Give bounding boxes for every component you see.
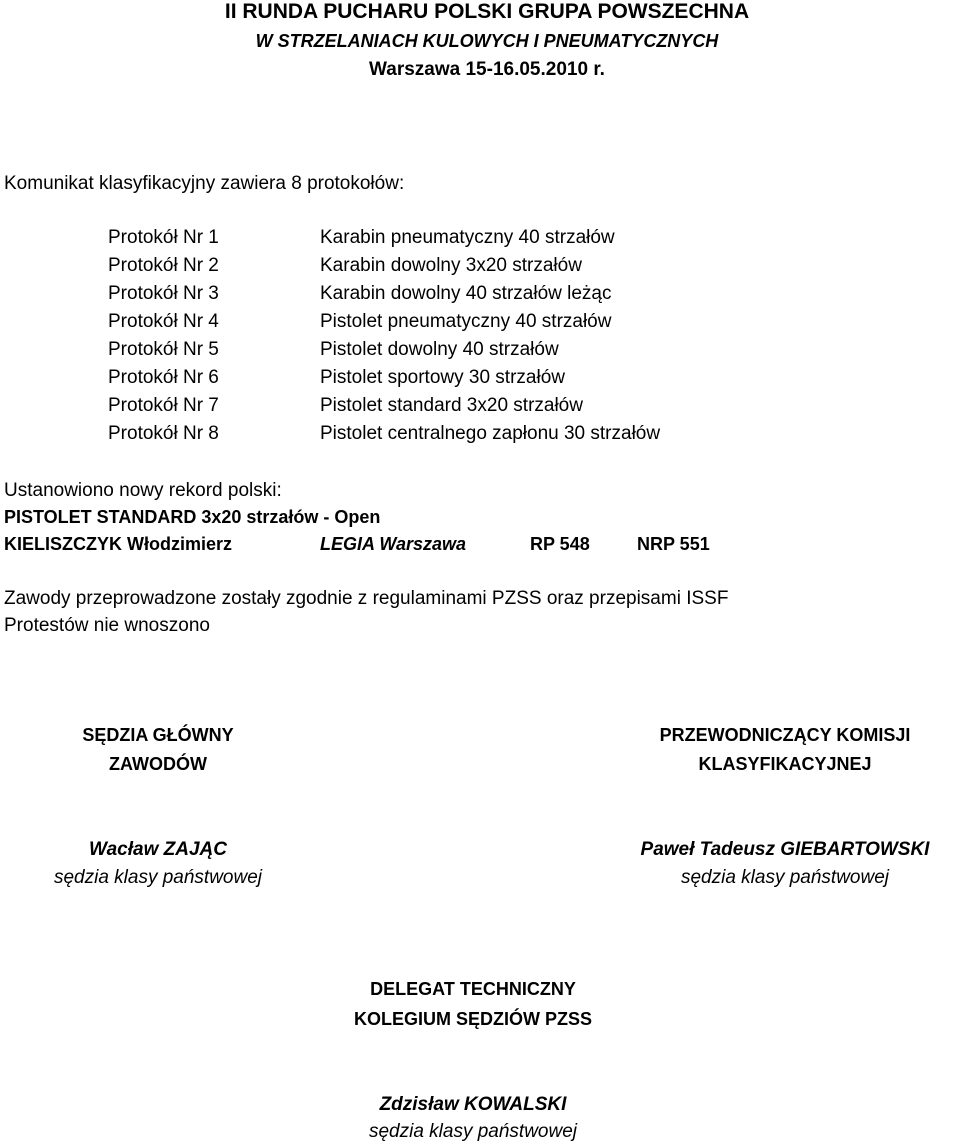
protocol-number: Protokół Nr 4 (108, 311, 219, 332)
signature-name: Zdzisław KOWALSKI (379, 1094, 567, 1115)
rules-statement: Zawody przeprowadzone zostały zgodnie z regulaminami PZSS oraz przepisami ISSF (4, 588, 729, 609)
document-subtitle: W STRZELANIACH KULOWYCH I PNEUMATYCZNYCH (255, 31, 719, 51)
signature-rank: sędzia klasy państwowej (680, 867, 890, 888)
protocol-number: Protokół Nr 6 (108, 367, 219, 388)
record-holder-club: LEGIA Warszawa (320, 534, 467, 554)
signature-title: DELEGAT TECHNICZNY (370, 979, 576, 999)
protocol-description: Karabin pneumatyczny 40 strzałów (320, 227, 615, 248)
signature-name: Paweł Tadeusz GIEBARTOWSKI (640, 839, 930, 860)
signature-rank: sędzia klasy państwowej (368, 1121, 578, 1142)
signature-name: Wacław ZAJĄC (89, 839, 227, 860)
signature-rank: sędzia klasy państwowej (53, 867, 263, 888)
protocol-description: Pistolet centralnego zapłonu 30 strzałów (320, 423, 661, 444)
protocol-number: Protokół Nr 2 (108, 255, 219, 276)
protocol-description: Karabin dowolny 3x20 strzałów (320, 255, 582, 276)
signature-title: KOLEGIUM SĘDZIÓW PZSS (353, 1009, 592, 1029)
record-holder-name: KIELISZCZYK Włodzimierz (4, 534, 233, 554)
protocol-number: Protokół Nr 3 (108, 283, 219, 304)
protocol-description: Karabin dowolny 40 strzałów leżąc (320, 283, 612, 304)
protocol-number: Protokół Nr 5 (108, 339, 219, 360)
signature-title: ZAWODÓW (109, 754, 207, 774)
document-title: II RUNDA PUCHARU POLSKI GRUPA POWSZECHNA (224, 0, 750, 23)
protocol-number: Protokół Nr 8 (108, 423, 219, 444)
protocol-description: Pistolet dowolny 40 strzałów (320, 339, 559, 360)
protocol-description: Pistolet sportowy 30 strzałów (320, 367, 565, 388)
record-event: PISTOLET STANDARD 3x20 strzałów - Open (4, 507, 381, 527)
record-intro: Ustanowiono nowy rekord polski: (4, 480, 282, 501)
protocol-number: Protokół Nr 1 (108, 227, 219, 248)
record-old-value: RP 548 (530, 534, 590, 554)
signature-title: KLASYFIKACYJNEJ (698, 754, 872, 774)
intro-text: Komunikat klasyfikacyjny zawiera 8 protokołów: (4, 173, 405, 194)
protocol-number: Protokół Nr 7 (108, 395, 219, 416)
protocol-description: Pistolet standard 3x20 strzałów (320, 395, 583, 416)
signature-title: SĘDZIA GŁÓWNY (82, 725, 234, 745)
record-new-value: NRP 551 (637, 534, 710, 554)
signature-title: PRZEWODNICZĄCY KOMISJI (659, 725, 911, 745)
protocol-description: Pistolet pneumatyczny 40 strzałów (320, 311, 612, 332)
document-place-date: Warszawa 15-16.05.2010 r. (369, 59, 605, 80)
protests-statement: Protestów nie wnoszono (4, 615, 210, 636)
